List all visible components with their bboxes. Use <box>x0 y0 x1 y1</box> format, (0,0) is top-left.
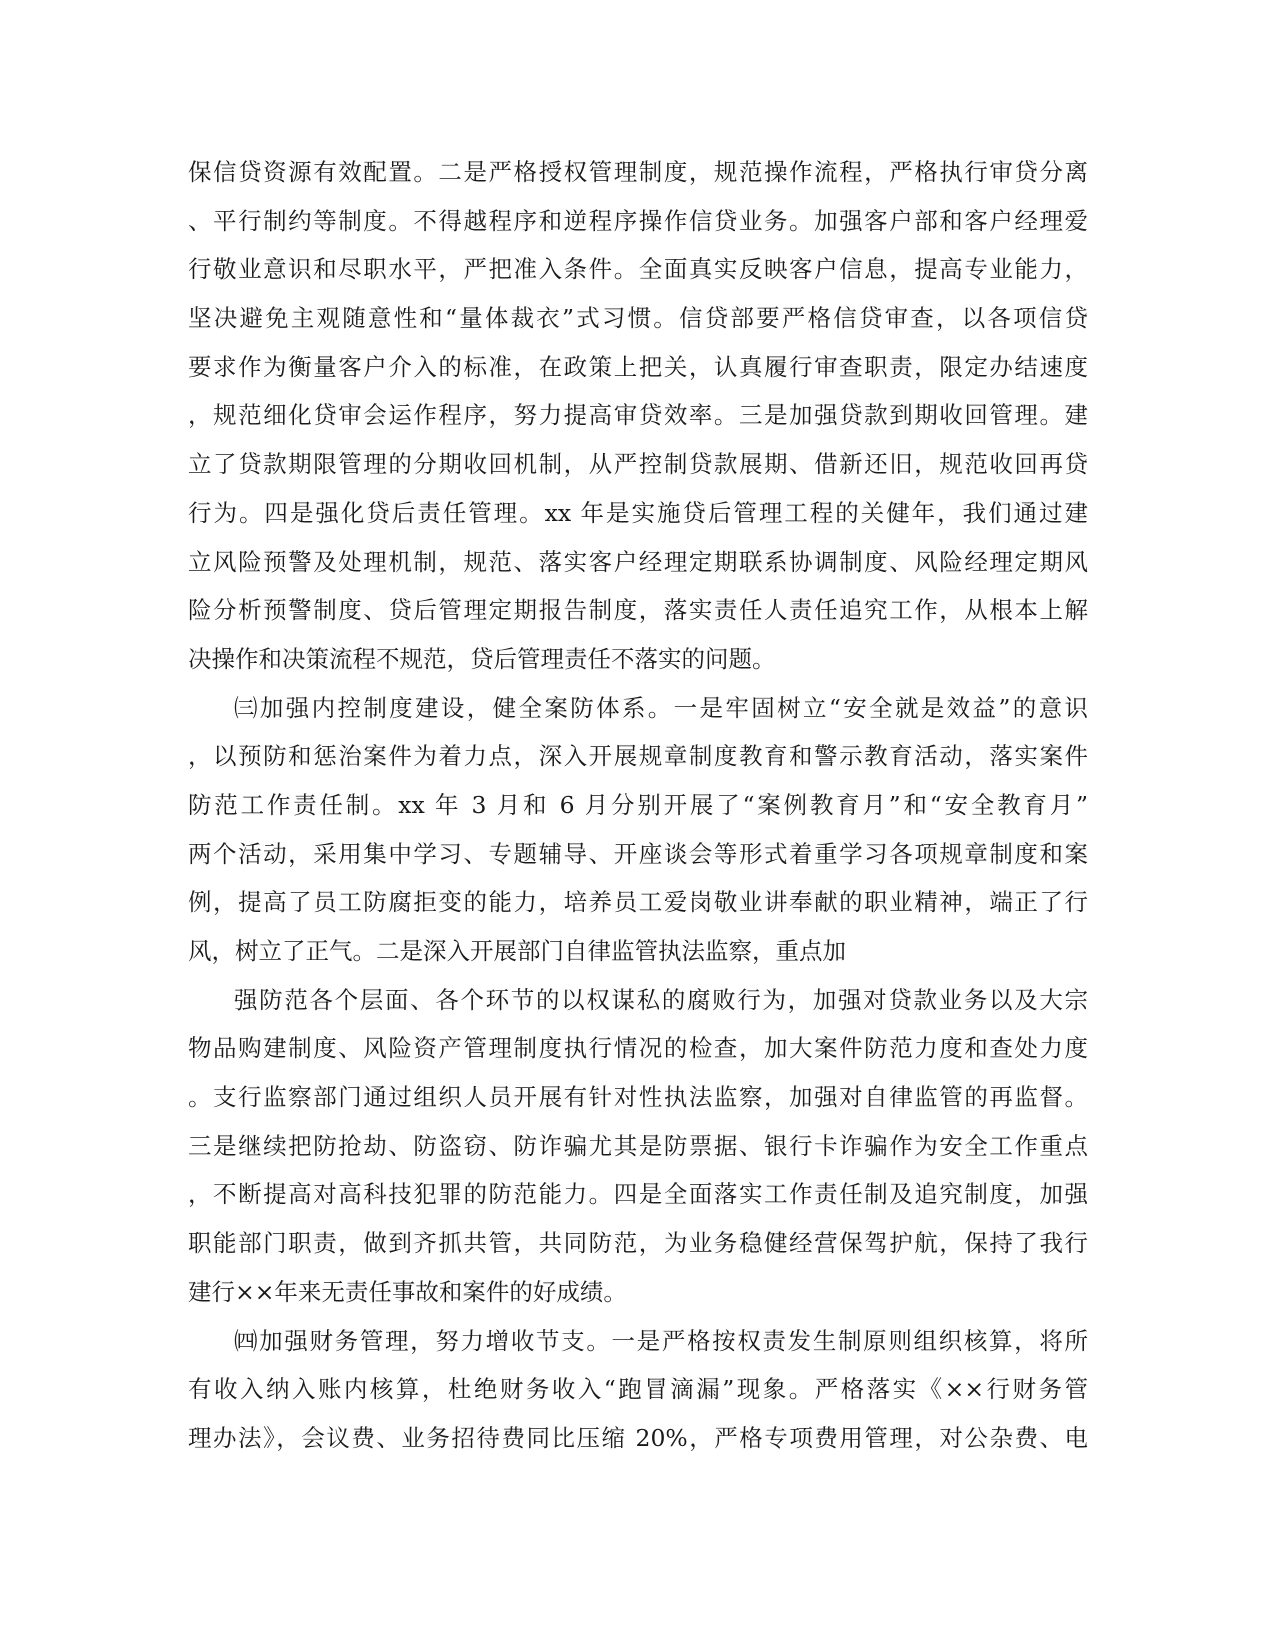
text-line: 防范工作责任制。xx 年 3 月和 6 月分别开展了“案例教育月”和“安全教育月” <box>188 790 1088 819</box>
text-line: 要求作为衡量客户介入的标准，在政策上把关，认真履行审查职责，限定办结速度 <box>188 352 1088 381</box>
text-line: 保信贷资源有效配置。二是严格授权管理制度，规范操作流程，严格执行审贷分离 <box>188 158 1088 186</box>
text-line: 险分析预警制度、贷后管理定期报告制度，落实责任人责任追究工作，从根本上解 <box>188 596 1088 625</box>
text-line: 立风险预警及处理机制，规范、落实客户经理定期联系协调制度、风险经理定期风 <box>188 547 1088 576</box>
text-line: 建行××年来无责任事故和案件的好成绩。 <box>188 1277 627 1306</box>
text-line: 决操作和决策流程不规范，贷后管理责任不落实的问题。 <box>188 644 776 673</box>
text-line: 、平行制约等制度。不得越程序和逆程序操作信贷业务。加强客户部和客户经理爱 <box>188 206 1088 235</box>
text-line: 风，树立了正气。二是深入开展部门自律监管执法监察，重点加 <box>188 937 846 965</box>
text-line: ，规范细化贷审会运作程序，努力提高审贷效率。三是加强贷款到期收回管理。建 <box>188 401 1088 430</box>
text-line: ㈣加强财务管理，努力增收节支。一是严格按权责发生制原则组织核算，将所 <box>234 1326 1088 1355</box>
text-line: 三是继续把防抢劫、防盗窃、防诈骗尤其是防票据、银行卡诈骗作为安全工作重点 <box>188 1131 1088 1160</box>
text-line: 两个活动，采用集中学习、专题辅导、开座谈会等形式着重学习各项规章制度和案 <box>188 839 1088 868</box>
text-line: ㈢加强内控制度建设，健全案防体系。一是牢固树立“安全就是效益”的意识 <box>234 693 1088 722</box>
text-line: 有收入纳入账内核算，杜绝财务收入“跑冒滴漏”现象。严格落实《××行财务管 <box>188 1375 1088 1404</box>
text-line: 坚决避免主观随意性和“量体裁衣”式习惯。信贷部要严格信贷审查，以各项信贷 <box>188 304 1088 333</box>
text-line: 行敬业意识和尽职水平，严把准入条件。全面真实反映客户信息，提高专业能力， <box>188 255 1088 284</box>
text-line: 强防范各个层面、各个环节的以权谋私的腐败行为，加强对贷款业务以及大宗 <box>234 985 1088 1014</box>
text-line: ，不断提高对高科技犯罪的防范能力。四是全面落实工作责任制及追究制度，加强 <box>188 1180 1088 1209</box>
text-line: 理办法》，会议费、业务招待费同比压缩 20%，严格专项费用管理，对公杂费、电 <box>188 1423 1088 1452</box>
text-line: 物品购建制度、风险资产管理制度执行情况的检查，加大案件防范力度和查处力度 <box>188 1034 1088 1063</box>
document-body <box>188 148 1088 1463</box>
text-line: ，以预防和惩治案件为着力点，深入开展规章制度教育和警示教育活动，落实案件 <box>188 742 1088 771</box>
text-line: 行为。四是强化贷后责任管理。xx 年是实施贷后管理工程的关健年，我们通过建 <box>188 498 1088 527</box>
text-line: 职能部门职责，做到齐抓共管，共同防范，为业务稳健经营保驾护航，保持了我行 <box>188 1229 1088 1258</box>
text-line: 。支行监察部门通过组织人员开展有针对性执法监察，加强对自律监管的再监督。 <box>188 1083 1088 1112</box>
text-line: 例，提高了员工防腐拒变的能力，培养员工爱岗敬业讲奉献的职业精神，端正了行 <box>188 888 1088 917</box>
text-line: 立了贷款期限管理的分期收回机制，从严控制贷款展期、借新还旧，规范收回再贷 <box>188 450 1088 479</box>
